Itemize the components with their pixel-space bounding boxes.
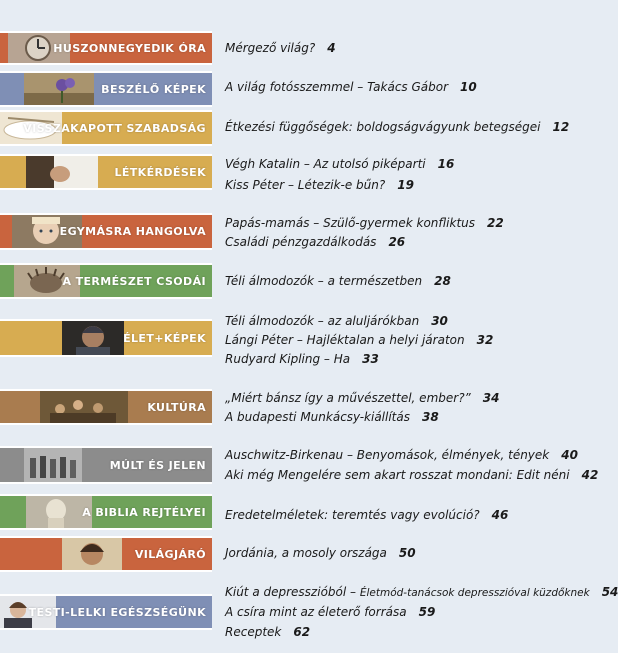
- entry-title: Rudyard Kipling – Ha: [225, 352, 351, 366]
- entry-title: Papás-mamás – Szülő-gyermek konfliktus: [225, 216, 476, 230]
- entry-page-number: 32: [476, 333, 494, 347]
- entry-page-number: 10: [460, 80, 477, 94]
- entry-page-number: 19: [397, 178, 414, 192]
- entry-page-number: 38: [422, 410, 439, 424]
- entry-title: Étkezési függőségek: boldogságvágyunk betegségei: [225, 120, 541, 134]
- toc-entry[interactable]: [225, 120, 569, 134]
- entry-title: Kiút a depresszióból –: [225, 585, 360, 599]
- section-label: TESTI-LELKI EGÉSZSÉGÜNK: [28, 605, 206, 619]
- entry-page-number: 26: [388, 235, 406, 249]
- flower-icon: [24, 73, 94, 105]
- entry-title: Téli álmodozók – a természetben: [225, 274, 423, 288]
- entry-title: A csíra mint az életerő forrása: [225, 605, 407, 619]
- entry-subtitle: Életmód-tanácsok depresszióval küzdőknek: [359, 587, 590, 599]
- section-label: LÉTKÉRDÉSEK: [114, 165, 206, 179]
- section-label: KULTÚRA: [147, 400, 206, 414]
- section-label: A BIBLIA REJTÉLYEI: [82, 505, 206, 519]
- section-label: VILÁGJÁRÓ: [134, 547, 206, 561]
- toc-entry[interactable]: [225, 41, 336, 55]
- section-label: ÉLET+KÉPEK: [123, 331, 206, 345]
- entry-page-number: 33: [362, 352, 379, 366]
- entry-page-number: 42: [581, 468, 599, 482]
- toc-entry[interactable]: [225, 216, 504, 230]
- section-band-a-termeszet-csodai[interactable]: [0, 263, 212, 299]
- section-label: MÚLT ÉS JELEN: [109, 458, 206, 472]
- entry-page-number: 54: [601, 585, 618, 599]
- section-band-huszonnegyedik-ora[interactable]: [0, 31, 212, 65]
- toc-entry[interactable]: [225, 157, 454, 171]
- toc-entry[interactable]: [225, 625, 310, 639]
- entry-page-number: 40: [561, 448, 578, 462]
- toc-entry[interactable]: [225, 333, 493, 347]
- toc-entry[interactable]: [225, 391, 499, 405]
- toc-entry[interactable]: [225, 235, 405, 249]
- painting-icon: [40, 391, 128, 423]
- entry-page-number: 4: [327, 41, 336, 55]
- entry-title: Kiss Péter – Létezik-e bűn?: [225, 178, 386, 192]
- entry-title: Eredetelméletek: teremtés vagy evolúció?: [225, 508, 480, 522]
- entry-title: Mérgező világ?: [225, 41, 316, 55]
- section-band-a-biblia-rejtelyei[interactable]: [0, 494, 212, 530]
- entry-title: Lángi Péter – Hajléktalan a helyi járaton: [225, 333, 465, 347]
- toc-entry[interactable]: [225, 274, 451, 288]
- toc-entry[interactable]: [225, 468, 598, 482]
- entry-title: Végh Katalin – Az utolsó piképarti: [225, 157, 426, 171]
- entry-page-number: 59: [418, 605, 436, 619]
- entry-page-number: 30: [431, 314, 448, 328]
- section-label: VISSZAKAPOTT SZABADSÁG: [23, 121, 206, 135]
- girl-portrait-icon: [62, 538, 122, 570]
- crowd-photo-icon: [24, 448, 82, 482]
- entry-page-number: 62: [293, 625, 311, 639]
- toc-entry[interactable]: [225, 448, 578, 462]
- toc-entry[interactable]: [225, 546, 416, 560]
- toc-entry[interactable]: [225, 585, 618, 600]
- entry-title: A budapesti Munkácsy-kiállítás: [225, 410, 410, 424]
- section-band-beszelo-kepek[interactable]: [0, 71, 212, 107]
- entry-page-number: 46: [491, 508, 509, 522]
- section-band-visszakapott-szabadsag[interactable]: [0, 110, 212, 146]
- section-band-kultura[interactable]: [0, 389, 212, 425]
- entry-title: Családi pénzgazdálkodás: [225, 235, 377, 249]
- section-band-elet-kepek[interactable]: [0, 319, 212, 357]
- man-portrait-icon: [62, 321, 124, 355]
- entry-page-number: 16: [437, 157, 455, 171]
- entry-title: A világ fotósszemmel – Takács Gábor: [225, 80, 449, 94]
- toc-entry[interactable]: [225, 508, 508, 522]
- toc-entry[interactable]: [225, 80, 477, 94]
- section-band-testi-lelki-egeszsegunk[interactable]: [0, 594, 212, 630]
- entry-page-number: 28: [434, 274, 451, 288]
- toc-entry[interactable]: [225, 410, 439, 424]
- section-band-mult-es-jelen[interactable]: [0, 446, 212, 484]
- section-label: EGYMÁSRA HANGOLVA: [59, 225, 206, 238]
- entry-title: Aki még Mengelére sem akart rosszat mondani: Edit néni: [225, 468, 570, 482]
- toc-entry[interactable]: [225, 178, 414, 192]
- entry-page-number: 12: [552, 120, 570, 134]
- entry-title: „Miért bánsz így a művészettel, ember?”: [225, 391, 471, 405]
- section-band-vilagjaro[interactable]: [0, 536, 212, 572]
- entry-title: Auschwitz-Birkenau – Benyomások, élmények, tények: [225, 448, 550, 462]
- entry-page-number: 22: [487, 216, 504, 230]
- section-band-egymasra-hangolva[interactable]: [0, 213, 212, 250]
- entry-page-number: 50: [398, 546, 416, 560]
- entry-page-number: 34: [482, 391, 500, 405]
- entry-title: Téli álmodozók – az aluljárókban: [225, 314, 420, 328]
- toc-entry[interactable]: [225, 314, 448, 328]
- section-label: BESZÉLŐ KÉPEK: [101, 82, 206, 96]
- entry-title: Receptek: [225, 625, 282, 639]
- section-label: HUSZONNEGYEDIK ÓRA: [53, 41, 206, 55]
- toc-entry[interactable]: [225, 352, 379, 366]
- entry-title: Jordánia, a mosoly országa: [225, 546, 387, 560]
- section-label: A TERMÉSZET CSODÁI: [62, 274, 206, 288]
- toc-entry[interactable]: [225, 605, 435, 619]
- section-band-letkerdesek[interactable]: [0, 154, 212, 190]
- hand-icon: [26, 156, 98, 188]
